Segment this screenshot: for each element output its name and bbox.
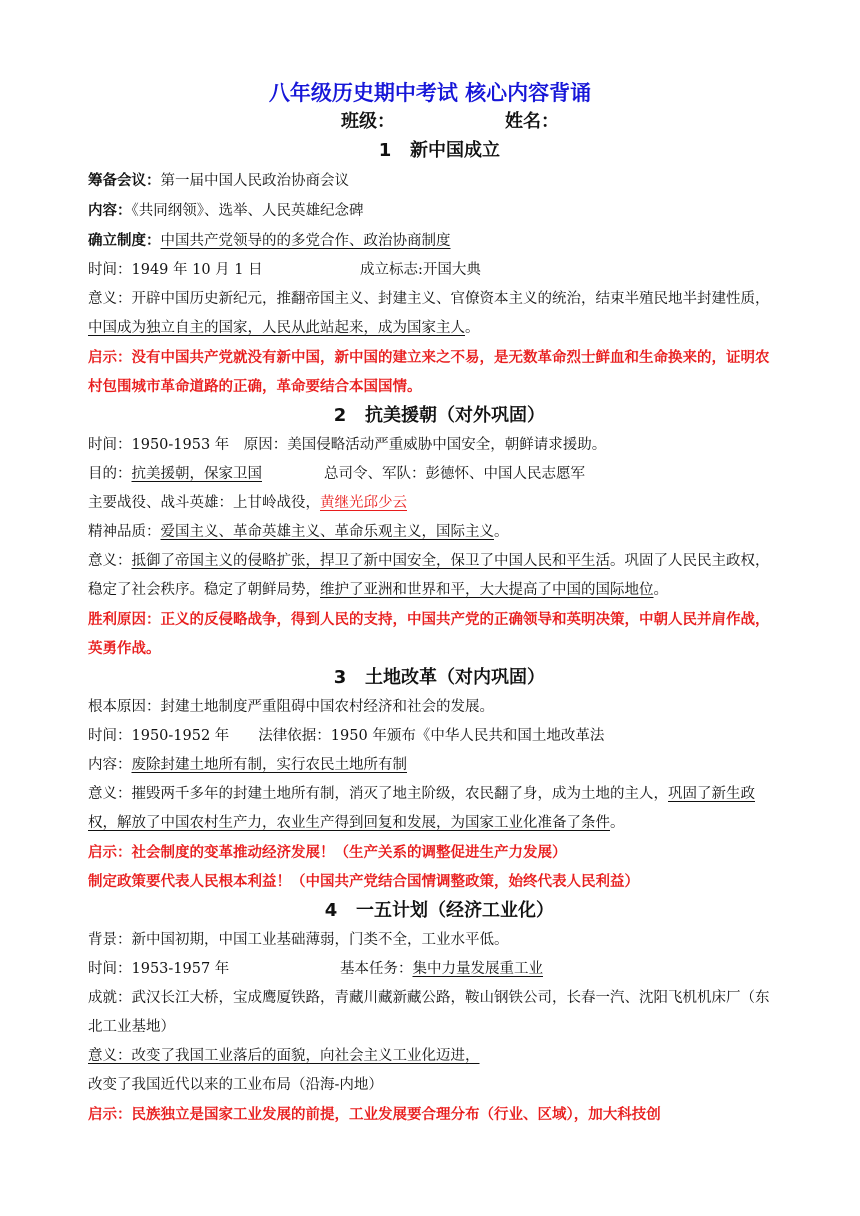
s3-root-cause: 根本原因：封建土地制度严重阻碍中国农村经济和社会的发展。 [88, 699, 494, 715]
sign-text: 成立标志:开国大典 [360, 262, 481, 278]
field-value: 第一届中国人民政治协商会议 [160, 173, 349, 189]
field-value: 废除封建土地所有制，实行农民土地所有制 [131, 757, 407, 773]
s1-prep-meeting [88, 166, 772, 196]
section-title: 抗美援朝（对外巩固） [365, 405, 545, 426]
s1-system [88, 226, 772, 256]
meaning-end: 。 [465, 320, 480, 336]
section-title: 新中国成立 [410, 140, 500, 161]
s1-meaning [88, 285, 772, 343]
field-end: 。 [494, 524, 509, 540]
time-text: 时间：1949 年 10 月 1 日 [88, 262, 263, 278]
s3-meaning [88, 780, 772, 838]
s2-time-reason: 时间：1950-1953 年 原因：美国侵略活动严重威胁中国安全，朝鲜请求援助。 [88, 437, 607, 453]
section-3-heading [88, 663, 772, 693]
meaning-text: 意义：开辟中国历史新纪元，推翻帝国主义、封建主义、官僚资本主义的统治，结束半殖民地半封建性质， [88, 291, 770, 307]
meaning-end: 。 [653, 582, 668, 598]
s4-insight: 启示：民族独立是国家工业发展的前提，工业发展要合理分布（行业、区域），加大科技创 [88, 1106, 661, 1123]
heroes-text: 黄继光邱少云 [320, 495, 407, 511]
meaning-text: 改变了我国近代以来的工业布局（沿海-内地） [88, 1077, 383, 1093]
field-label: 基本任务： [340, 961, 413, 977]
s4-time-task [88, 955, 772, 984]
time-text: 时间：1953-1957 年 [88, 961, 230, 977]
name-label: 姓名： [505, 111, 559, 132]
section-number: 1 [378, 140, 392, 161]
s2-purpose [88, 460, 772, 489]
s2-spirit [88, 518, 772, 547]
meaning-label: 意义： [88, 553, 132, 569]
s2-battles [88, 489, 772, 518]
s4-background: 背景：新中国初期，中国工业基础薄弱，门类不全，工业水平低。 [88, 932, 509, 948]
s1-content [88, 196, 772, 226]
meaning-underlined: 抵御了帝国主义的侵略扩张，捍卫了新中国安全，保卫了中国人民和平生活 [131, 553, 610, 569]
meaning-text: 意义：摧毁两千多年的封建土地所有制，消灭了地主阶级，农民翻了身，成为土地的主人， [88, 786, 668, 802]
field-label: 内容： [88, 757, 132, 773]
student-info [88, 108, 772, 136]
meaning-end: 。 [610, 815, 625, 831]
field-value: 爱国主义、革命英雄主义、革命乐观主义，国际主义 [160, 524, 494, 540]
field-value: 《共同纲领》、选举、人民英雄纪念碑 [131, 203, 364, 219]
meaning-text: 。巩固了人民民主政权，稳定了社会秩序。稳定了朝鲜局势， [88, 553, 770, 598]
s3-time-law: 时间：1950-1952 年 法律依据：1950 年颁布《中华人民共和国土地改革法 [88, 728, 605, 744]
s2-meaning [88, 547, 772, 605]
s1-time [88, 256, 772, 285]
s4-meaning [88, 1042, 772, 1100]
meaning-underlined: 维护了亚洲和世界和平，大大提高了中国的国际地位 [320, 582, 654, 598]
s3-content [88, 751, 772, 780]
meaning-underlined: 意义：改变了我国工业落后的面貌，向社会主义工业化迈进， [88, 1048, 480, 1064]
commander-text: 总司令、军队：彭德怀、中国人民志愿军 [324, 466, 585, 482]
section-number: 4 [324, 900, 338, 921]
s3-insight-2: 制定政策要代表人民根本利益！（中国共产党结合国情调整政策，始终代表人民利益） [88, 873, 639, 890]
meaning-underlined: 中国成为独立自主的国家，人民从此站起来，成为国家主人 [88, 320, 465, 336]
document-page [88, 78, 772, 1129]
section-4-heading [88, 896, 772, 926]
section-1-heading [88, 136, 772, 166]
class-label: 班级： [341, 111, 395, 132]
s1-insight: 启示：没有中国共产党就没有新中国，新中国的建立来之不易，是无数革命烈士鲜血和生命换来的，证明农村包围城市革命道路的正确，革命要结合本国国情。 [88, 349, 770, 395]
field-value: 抗美援朝，保家卫国 [131, 466, 262, 482]
field-label: 筹备会议： [88, 172, 161, 189]
field-label: 目的： [88, 466, 132, 482]
section-title: 土地改革（对内巩固） [365, 667, 545, 688]
field-value: 中国共产党领导的的多党合作、政治协商制度 [160, 233, 451, 249]
s3-insight-1: 启示：社会制度的变革推动经济发展！（生产关系的调整促进生产力发展） [88, 844, 567, 861]
field-label: 精神品质： [88, 524, 161, 540]
page-title: 八年级历史期中考试 核心内容背诵 [268, 81, 592, 105]
s4-achievements: 成就：武汉长江大桥，宝成鹰厦铁路，青藏川藏新藏公路，鞍山钢铁公司，长春一汽、沈阳飞机机床厂（东北工业基地） [88, 990, 770, 1035]
section-number: 2 [333, 405, 347, 426]
field-value: 集中力量发展重工业 [412, 961, 543, 977]
s2-victory-reason: 胜利原因：正义的反侵略战争，得到人民的支持，中国共产党的正确领导和英明决策，中朝人民并肩作战，英勇作战。 [88, 611, 770, 657]
field-label: 内容： [88, 202, 132, 219]
section-number: 3 [333, 667, 347, 688]
section-title: 一五计划（经济工业化） [356, 900, 554, 921]
meaning-underlined: 巩固了新生政权，解放了中国农村生产力，农业生产得到回复和发展，为国家工业化准备了条件 [88, 786, 755, 831]
field-text: 主要战役、战斗英雄：上甘岭战役， [88, 495, 320, 511]
field-label: 确立制度： [88, 232, 161, 249]
section-2-heading [88, 401, 772, 431]
